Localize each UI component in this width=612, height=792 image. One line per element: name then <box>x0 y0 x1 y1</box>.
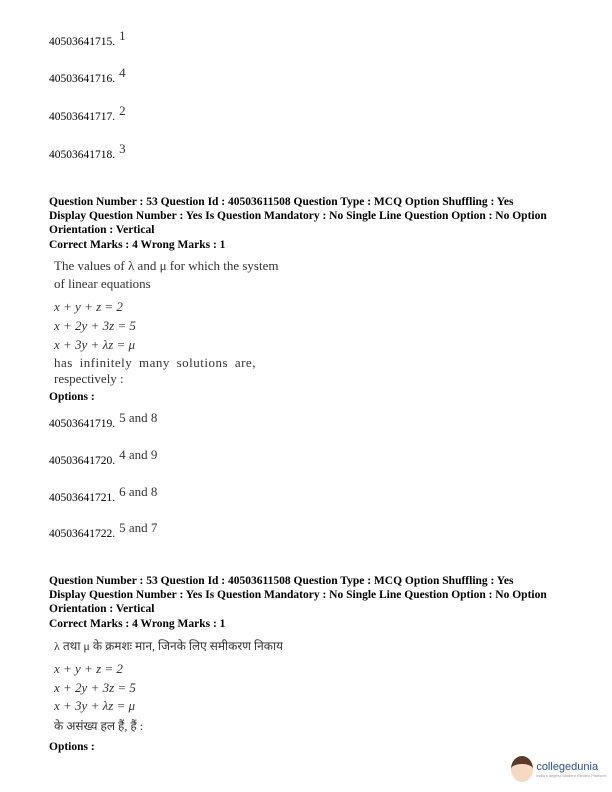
equation: x + y + z = 2 <box>54 299 123 314</box>
option-id: 40503641717. <box>49 111 116 123</box>
equation: x + 2y + 3z = 5 <box>54 318 136 333</box>
options-label: Options : <box>49 741 95 753</box>
option-row <box>49 410 158 432</box>
option-id: 40503641719. <box>49 418 116 430</box>
question-text: The values of λ and μ for which the system <box>54 258 279 273</box>
question-meta: Display Question Number : Yes Is Question Mandatory : No Single Line Question Option : No Option <box>49 210 547 222</box>
option-id: 40503641715. <box>49 36 116 48</box>
question-meta: Question Number : 53 Question Id : 40503611508 Question Type : MCQ Option Shuffling : Yes <box>49 196 514 208</box>
option-row <box>49 28 126 50</box>
option-id: 40503641721. <box>49 492 116 504</box>
question-marks: Correct Marks : 4 Wrong Marks : 1 <box>49 618 226 630</box>
question-text: has infinitely many solutions are, <box>54 355 256 370</box>
equation: x + y + z = 2 <box>54 661 123 676</box>
option-text: 4 and 9 <box>119 447 158 462</box>
option-id: 40503641720. <box>49 455 116 467</box>
option-row <box>49 447 158 469</box>
question-text: के असंख्य हल हैं, हैं : <box>54 719 144 733</box>
question-text: respectively : <box>54 371 124 386</box>
question-marks: Correct Marks : 4 Wrong Marks : 1 <box>49 239 226 251</box>
logo-tagline: India's largest Student Review Platform <box>536 772 606 778</box>
option-text: 3 <box>119 141 126 156</box>
option-row <box>49 65 126 87</box>
option-text: 5 and 8 <box>119 410 158 425</box>
question-text: of linear equations <box>54 276 151 291</box>
option-text: 2 <box>119 103 126 118</box>
logo-name: collegedunia <box>536 760 599 773</box>
mascot-icon <box>511 756 533 782</box>
question-meta: Orientation : Vertical <box>49 224 155 236</box>
option-text: 5 and 7 <box>119 520 158 535</box>
question-meta: Orientation : Vertical <box>49 603 155 615</box>
option-text: 4 <box>119 65 126 80</box>
option-row <box>49 484 158 506</box>
question-text: λ तथा μ के क्रमशः मान, जिनके लिए समीकरण निकाय <box>54 639 284 653</box>
option-row <box>49 103 126 125</box>
option-text: 6 and 8 <box>119 484 158 499</box>
option-id: 40503641718. <box>49 149 116 161</box>
equation: x + 3y + λz = μ <box>54 337 136 352</box>
option-id: 40503641716. <box>49 73 116 85</box>
collegedunia-logo <box>511 756 606 782</box>
option-row <box>49 520 158 542</box>
option-row <box>49 141 126 163</box>
option-text: 1 <box>119 28 126 43</box>
option-id: 40503641722. <box>49 528 116 540</box>
equation: x + 2y + 3z = 5 <box>54 680 136 695</box>
question-meta: Display Question Number : Yes Is Question Mandatory : No Single Line Question Option : No Option <box>49 589 547 601</box>
equation: x + 3y + λz = μ <box>54 698 136 713</box>
options-label: Options : <box>49 391 95 403</box>
question-meta: Question Number : 53 Question Id : 40503611508 Question Type : MCQ Option Shuffling : Yes <box>49 575 514 587</box>
